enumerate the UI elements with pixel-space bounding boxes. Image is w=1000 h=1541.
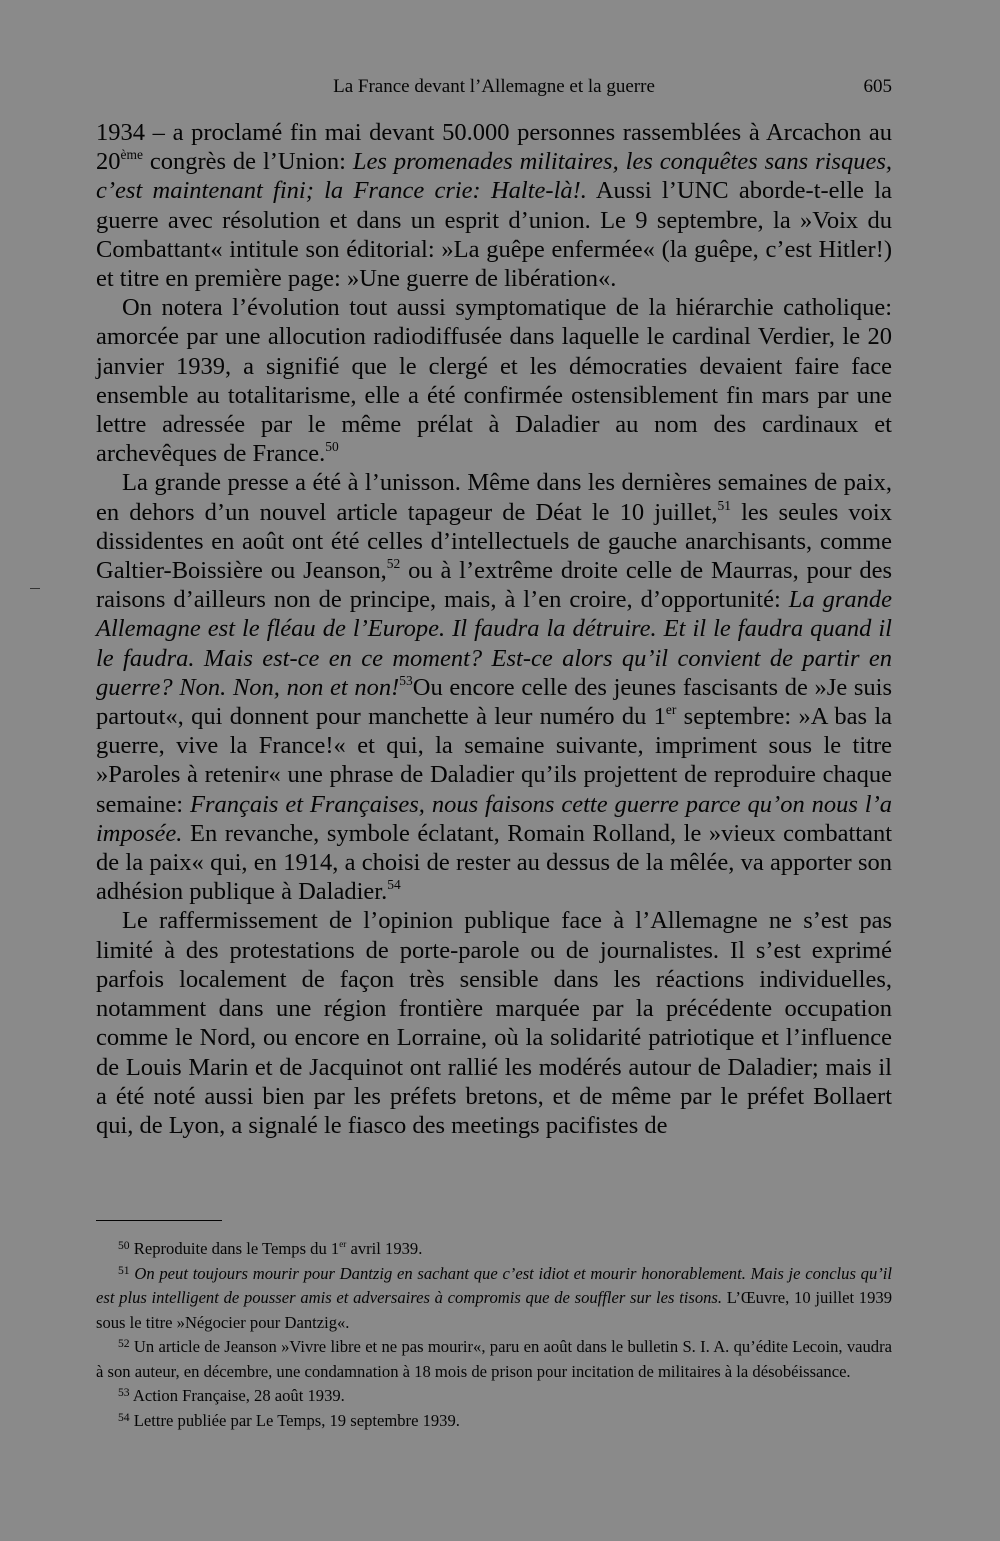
running-title: La France devant l’Allemagne et la guerre xyxy=(333,76,655,97)
footnote-text: avril 1939. xyxy=(346,1239,423,1258)
paragraph-1-text: congrès de l’Union: xyxy=(142,148,353,176)
paragraph-3 xyxy=(96,468,892,906)
footnotes xyxy=(96,1237,892,1433)
paragraph-1-text: Aussi l’UNC aborde-t-elle la guerre avec résolution et dans un esprit d’union. Le 9 septembre, la »Voix du Combattant« intitule son éditorial: »La guêpe enfermée« (la guêpe, c’est Hitler!) et titre en première page: »Une guerre de libération«. xyxy=(96,177,892,293)
footnote-text: Un article de Jeanson »Vivre libre et ne pas mourir«, paru en août dans le bulletin S. I. A. qu’édite Lecoin, vaudra à son auteur, en décembre, une condamnation à 18 mois de prison pour incitation de militaires à la désobéissance. xyxy=(96,1337,892,1381)
paragraph-4 xyxy=(96,906,892,1140)
paragraph-1 xyxy=(96,118,892,293)
footnote-ref-51: 51 xyxy=(717,497,731,513)
quotation-italic: La grande Allemagne est le fléau de l’Europe. Il faudra la détruire. Et il le faudra quand il le faudra. Mais est-ce en ce moment? Est-ce alors qu’il convient de partir en guerre? Non. Non, non et non! xyxy=(96,586,892,701)
footnote-text: Reproduite dans le Temps du 1 xyxy=(133,1239,340,1258)
footnote-ref-53: 53 xyxy=(399,672,413,688)
footnote-53 xyxy=(96,1384,892,1409)
footnote-text: Lettre publiée par Le Temps, 19 septembre 1939. xyxy=(133,1410,460,1430)
footnote-54 xyxy=(96,1409,892,1434)
page-header xyxy=(96,72,892,102)
footnote-50 xyxy=(96,1237,892,1262)
footnote-number: 52 xyxy=(118,1336,130,1350)
footnote-separator xyxy=(96,1220,222,1221)
footnote-quotation-italic: On peut toujours mourir pour Dantzig en sachant que c’est idiot et mourir honorablement. Mais je conclus qu’il est plus intelligent de pousser amis et adversaires à compromis que de souffler sur les tisons. xyxy=(96,1263,893,1307)
footnote-number: 50 xyxy=(118,1238,130,1252)
ordinal-superscript: ème xyxy=(120,147,143,163)
footnote-ref-52: 52 xyxy=(386,555,401,571)
paragraph-3-text: En revanche, symbole éclatant, Romain Rolland, le »vieux combattant de la paix« qui, en 1914, a choisi de rester au dessus de la mêlée, va apporter son adhésion publique à Daladier. xyxy=(96,819,892,906)
quotation-italic: Les promenades militaires, les conquêtes sans risques, c’est maintenant fini; la France crie: Halte-là!. xyxy=(96,148,892,205)
paragraph-2-text: On notera l’évolution tout aussi symptomatique de la hiérarchie catholique: amorcée par une allocution radiodiffusée dans laquelle le cardinal Verdier, le 20 janvier 1939, a signifié que le clergé et les démocraties devaient faire face ensemble au totalitarisme, elle a été confirmée ostensiblement fin mars par une lettre adressée par le même prélat à Daladier au nom des cardinaux et archevêques de France. xyxy=(96,294,892,468)
footnote-number: 54 xyxy=(118,1410,130,1424)
quotation-italic: Français et Françaises, nous faisons cette guerre parce qu’on nous l’a imposée. xyxy=(96,790,893,847)
paragraph-4-text: Le raffermissement de l’opinion publique face à l’Allemagne ne s’est pas limité à des protestations de porte-parole ou de journalistes. Il s’est exprimé parfois localement de façon très sensible dans les réactions individuelles, notamment dans une région frontière marquée par la précédente occupation comme le Nord, ou encore en Lorraine, où la solidarité patriotique et l’influence de Louis Marin et de Jacquinot ont rallié les modérés autour de Daladier; mais il a été noté aussi bien par les préfets bretons, et de même par le préfet Bollaert qui, de Lyon, a signalé le fiasco des meetings pacifistes de xyxy=(96,907,892,1139)
footnote-number: 53 xyxy=(118,1385,130,1399)
ordinal-superscript: er xyxy=(665,701,677,717)
paragraph-1-text: 1934 – a proclamé fin mai devant 50.000 personnes rassemblées à Arcachon au 20 xyxy=(96,119,892,176)
body-text xyxy=(96,118,892,1140)
margin-mark xyxy=(30,588,40,589)
paragraph-3-text: septembre: »A bas la guerre, vive la France!« et qui, la semaine suivante, impriment sous le titre »Paroles à retenir« une phrase de Daladier qu’ils projettent de reproduire chaque semaine: xyxy=(96,703,892,818)
paragraph-3-text: Ou encore celle des jeunes fascisants de »Je suis partout«, qui donnent pour manchette à leur numéro du 1 xyxy=(96,673,892,731)
footnote-52 xyxy=(96,1335,892,1384)
page-number: 605 xyxy=(863,76,892,97)
footnote-ref-54: 54 xyxy=(387,877,401,893)
footnote-number: 51 xyxy=(118,1263,130,1277)
footnote-text: L’Œuvre, 10 juillet 1939 sous le titre »Négocier pour Dantzig«. xyxy=(96,1288,892,1332)
footnote-51 xyxy=(96,1262,892,1336)
paragraph-2 xyxy=(96,293,892,468)
paragraph-3-text: ou à l’extrême droite celle de Maurras, pour des raisons d’ailleurs non de principe, mais, à l’en croire, d’opportunité: xyxy=(96,557,892,614)
ordinal-superscript: er xyxy=(339,1239,347,1250)
footnote-ref-50: 50 xyxy=(325,439,339,455)
paragraph-3-text: les seules voix dissidentes en août ont été celles d’intellectuels de gauche anarchisants, comme Galtier-Boissière ou Jeanson, xyxy=(96,498,892,585)
paragraph-3-text: La grande presse a été à l’unisson. Même dans les dernières semaines de paix, en dehors d’un nouvel article tapageur de Déat le 10 juillet, xyxy=(96,469,892,526)
footnote-text: Action Française, 28 août 1939. xyxy=(132,1386,345,1405)
